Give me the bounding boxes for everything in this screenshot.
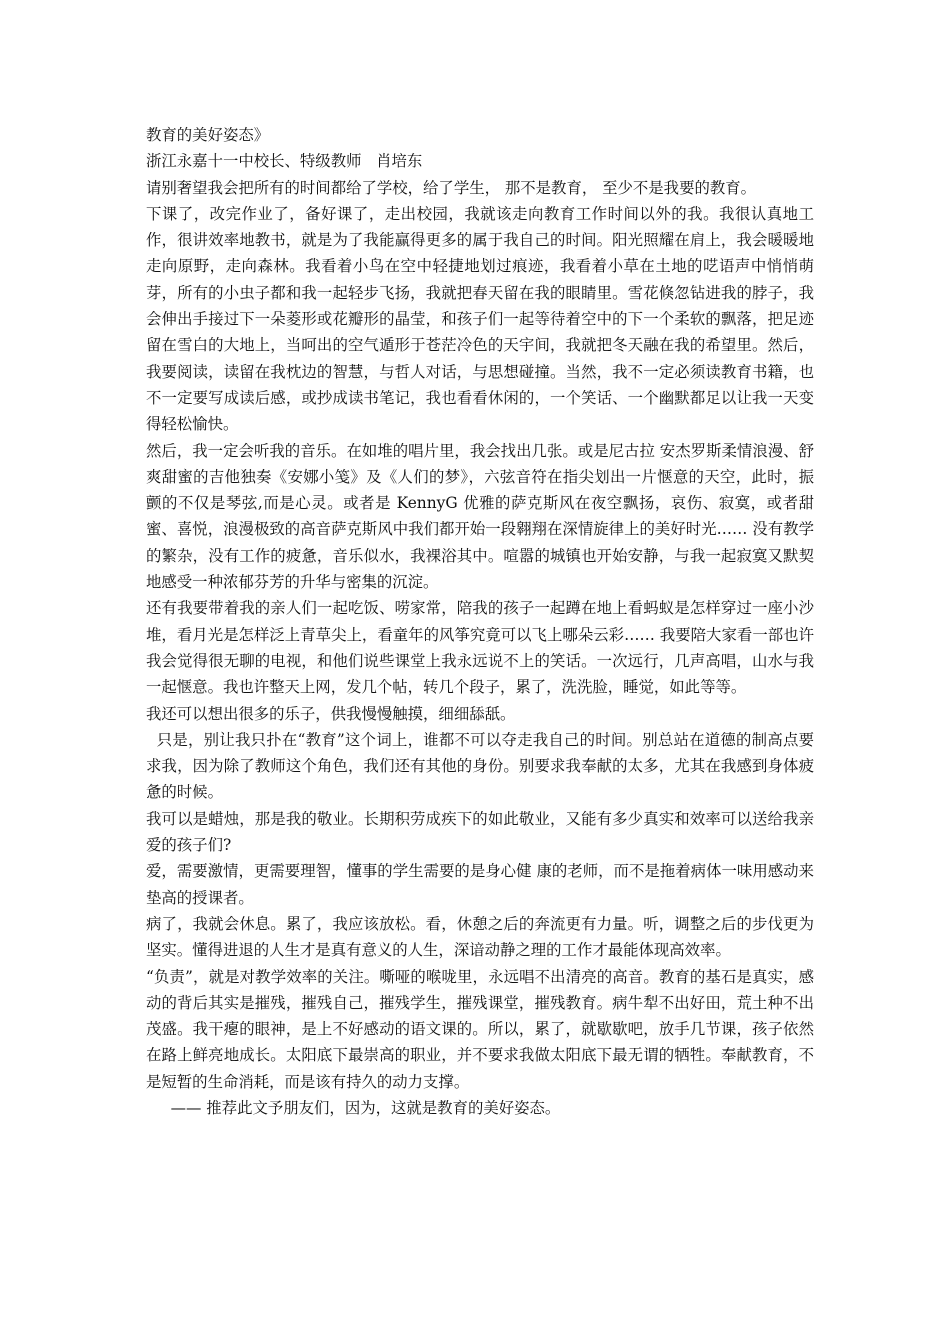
closing-remark: —— 推荐此文予朋友们，因为，这就是教育的美好姿态。 (170, 1098, 561, 1117)
paragraph: 病了，我就会休息。累了，我应该放松。看，休憩之后的奔流更有力量。听，调整之后的步伐更为坚实。懂得进退的人生才是真有意义的人生，深谙动静之理的工作才最能体现高效率。 (146, 914, 814, 960)
document-title: 教育的美好姿态》 (146, 126, 270, 144)
paragraph: 我还可以想出很多的乐子，供我慢慢触摸，细细舔舐。 (146, 704, 516, 723)
author-byline: 浙江永嘉十一中校长、特级教师 肖培东 (146, 152, 423, 171)
paragraph: 请别奢望我会把所有的时间都给了学校，给了学生， 那不是教育， 至少不是我要的教育。 (146, 178, 757, 197)
paragraph: “负责”，就是对教学效率的关注。嘶哑的喉咙里，永远唱不出清亮的高音。教育的基石是真实，感动的背后其实是摧残，摧残自己，摧残学生，摧残课堂，摧残教育。病牛犁不出好田，荒土种不出茂盛。我干瘪的眼神，是上不好感动的语文课的。所以，累了，就歇歇吧，放手几节课，孩子依然在路上鲜亮地成长。太阳底下最崇高的职业，并不要求我做太阳底下最无谓的牺牲。奉献教育，不是短暂的生命消耗，而是该有持久的动力支撑。 (146, 967, 814, 1091)
paragraph: 然后，我一定会听我的音乐。在如堆的唱片里，我会找出几张。或是尼古拉 安杰罗斯柔情浪漫、舒爽甜蜜的吉他独奏《安娜小笺》及《人们的梦》，六弦音符在指尖划出一片惬意的天空，此时，振颤的不仅是琴弦,而是心灵。或者是 KennyG 优雅的萨克斯风在夜空飘扬，哀伤、寂寞，或者甜蜜、喜悦，浪漫极致的高音萨克斯风中我们都开始一段翱翔在深情旋律上的美好时光…… 没有教学的繁杂，没有工作的疲惫，音乐似水，我裸浴其中。喧嚣的城镇也开始安静，与我一起寂寞又默契地感受一种浓郁芬芳的升华与密集的沉淀。 (146, 441, 814, 592)
paragraph: 只是，别让我只扑在“教育”这个词上，谁都不可以夺走我自己的时间。别总站在道德的制高点要求我，因为除了教师这个角色，我们还有其他的身份。别要求我奉献的太多，尤其在我感到身体疲惫的时候。 (146, 730, 814, 802)
paragraph: 爱，需要激情，更需要理智，懂事的学生需要的是身心健 康的老师，而不是拖着病体一味用感动来垫高的授课者。 (146, 862, 814, 907)
paragraph: 还有我要带着我的亲人们一起吃饭、唠家常，陪我的孩子一起蹲在地上看蚂蚁是怎样穿过一座小沙堆，看月光是怎样泛上青草尖上，看童年的风筝究竟可以飞上哪朵云彩…… 我要陪大家看一部也许我会觉得很无聊的电视，和他们说些课堂上我永远说不上的笑话。一次远行，几声高唱，山水与我一起惬意。我也许整天上网，发几个帖，转几个段子，累了，洗洗脸，睡觉，如此等等。 (146, 599, 814, 697)
document-body (146, 122, 814, 1121)
paragraph: 下课了，改完作业了，备好课了，走出校园，我就该走向教育工作时间以外的我。我很认真地工作，很讲效率地教书，就是为了我能赢得更多的属于我自己的时间。阳光照耀在肩上，我会暖暖地走向原野，走向森林。我看着小鸟在空中轻捷地划过痕迹，我看着小草在土地的呓语声中悄悄萌芽，所有的小虫子都和我一起轻步飞扬，我就把春天留在我的眼睛里。雪花倏忽钻进我的脖子，我会伸出手接过下一朵菱形或花瓣形的晶莹，和孩子们一起等待着空中的下一个柔软的飘落，把足迹留在雪白的大地上，当呵出的空气遁形于苍茫冷色的天宇间，我就把冬天融在我的希望里。然后，我要阅读，读留在我枕边的智慧，与哲人对话，与思想碰撞。当然，我不一定必须读教育书籍，也不一定要写成读后感，或抄成读书笔记，我也看看休闲的，一个笑话、一个幽默都足以让我一天变得轻松愉快。 (146, 204, 814, 434)
paragraph: 我可以是蜡烛，那是我的敬业。长期积劳成疾下的如此敬业，又能有多少真实和效率可以送给我亲爱的孩子们? (146, 809, 814, 855)
